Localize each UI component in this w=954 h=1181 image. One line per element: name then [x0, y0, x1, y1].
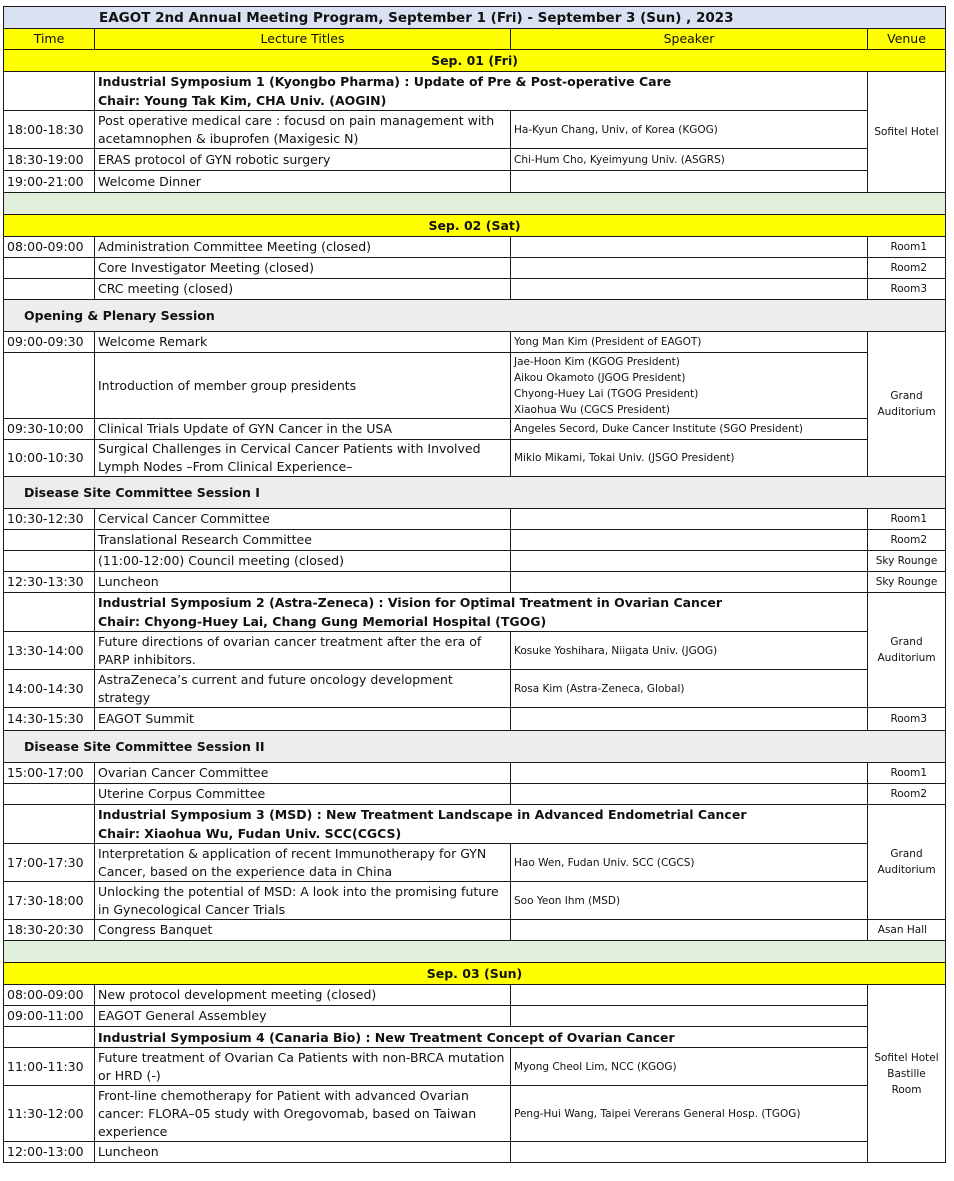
table-row — [4, 1086, 946, 1142]
table-row — [4, 670, 946, 708]
time-cell: 19:00-21:00 — [4, 171, 95, 193]
table-row — [4, 593, 946, 632]
program-table — [3, 6, 946, 1163]
time-cell: 11:30-12:00 — [4, 1086, 95, 1142]
table-row — [4, 1048, 946, 1086]
symposium-4: Industrial Symposium 4 (Canaria Bio) : New Treatment Concept of Ovarian Cancer — [95, 1027, 868, 1048]
day-header-sep03: Sep. 03 (Sun) — [4, 963, 946, 985]
header-lecture: Lecture Titles — [95, 29, 511, 50]
lecture-title: EAGOT Summit — [95, 708, 511, 731]
lecture-title: Ovarian Cancer Committee — [95, 763, 511, 784]
session-header: Opening & Plenary Session — [4, 300, 946, 332]
table-row — [4, 920, 946, 941]
lecture-title: Congress Banquet — [95, 920, 511, 941]
table-row — [4, 111, 946, 149]
symposium-chair: Chair: Young Tak Kim, CHA Univ. (AOGIN) — [98, 93, 387, 108]
symposium-title: Industrial Symposium 1 (Kyongbo Pharma) : Update of Pre & Post-operative Care — [98, 74, 672, 89]
venue-cell: Grand Auditorium — [868, 593, 946, 708]
venue-cell: Room3 — [868, 708, 946, 731]
venue-cell: Sofitel Hotel — [868, 72, 946, 193]
lecture-title: Post operative medical care : focusd on pain management with acetamnophen & ibuprofen (Maxigesic N) — [95, 111, 511, 149]
venue-cell: Sky Rounge — [868, 572, 946, 593]
time-cell: 13:30-14:00 — [4, 632, 95, 670]
table-row — [4, 632, 946, 670]
table-row — [4, 1027, 946, 1048]
lecture-title: Translational Research Committee — [95, 530, 511, 551]
time-cell: 11:00-11:30 — [4, 1048, 95, 1086]
table-row — [4, 844, 946, 882]
lecture-title: EAGOT General Assembley — [95, 1006, 511, 1027]
day-separator — [4, 941, 946, 963]
table-row — [4, 332, 946, 353]
table-row — [4, 1142, 946, 1163]
symposium-title: Industrial Symposium 3 (MSD) : New Treatment Landscape in Advanced Endometrial Cancer — [98, 807, 747, 822]
lecture-title: Welcome Dinner — [95, 171, 511, 193]
lecture-title: Introduction of member group presidents — [95, 353, 511, 419]
venue-cell: Room2 — [868, 784, 946, 805]
time-cell: 14:00-14:30 — [4, 670, 95, 708]
speaker-cell: Rosa Kim (Astra-Zeneca, Global) — [511, 670, 868, 708]
speaker-cell: Ha-Kyun Chang, Univ, of Korea (KGOG) — [511, 111, 868, 149]
table-row — [4, 1006, 946, 1027]
lecture-title: Uterine Corpus Committee — [95, 784, 511, 805]
program-title: EAGOT 2nd Annual Meeting Program, September 1 (Fri) - September 3 (Sun) , 2023 — [4, 7, 946, 29]
day-header-sep01: Sep. 01 (Fri) — [4, 50, 946, 72]
lecture-title: Interpretation & application of recent Immunotherapy for GYN Cancer, based on the experience data in China — [95, 844, 511, 882]
time-cell: 18:30-20:30 — [4, 920, 95, 941]
time-cell: 08:00-09:00 — [4, 237, 95, 258]
speaker-cell: Angeles Secord, Duke Cancer Institute (SGO President) — [511, 419, 868, 440]
venue-cell: Room1 — [868, 763, 946, 784]
table-row — [4, 149, 946, 171]
lecture-title: (11:00-12:00) Council meeting (closed) — [95, 551, 511, 572]
table-row — [4, 353, 946, 419]
time-cell: 10:30-12:30 — [4, 509, 95, 530]
speaker-name: Chyong-Huey Lai (TGOG President) — [514, 387, 699, 400]
lecture-title: Welcome Remark — [95, 332, 511, 353]
speaker-cell — [511, 353, 868, 419]
symposium-1 — [95, 72, 868, 111]
lecture-title: New protocol development meeting (closed) — [95, 985, 511, 1006]
venue-cell: Grand Auditorium — [868, 805, 946, 920]
header-venue: Venue — [868, 29, 946, 50]
lecture-title: Luncheon — [95, 1142, 511, 1163]
table-row — [4, 530, 946, 551]
table-row — [4, 784, 946, 805]
venue-cell: Sky Rounge — [868, 551, 946, 572]
symposium-title: Industrial Symposium 2 (Astra-Zeneca) : Vision for Optimal Treatment in Ovarian Cancer — [98, 595, 723, 610]
venue-cell: Room3 — [868, 279, 946, 300]
venue-cell: Sofitel Hotel Bastille Room — [868, 985, 946, 1163]
speaker-name: Jae-Hoon Kim (KGOG President) — [514, 355, 680, 368]
table-row — [4, 419, 946, 440]
symposium-chair: Chair: Xiaohua Wu, Fudan Univ. SCC(CGCS) — [98, 826, 402, 841]
speaker-name: Xiaohua Wu (CGCS President) — [514, 403, 671, 416]
table-row — [4, 72, 946, 111]
speaker-cell: Kosuke Yoshihara, Niigata Univ. (JGOG) — [511, 632, 868, 670]
header-time: Time — [4, 29, 95, 50]
table-row — [4, 258, 946, 279]
venue-cell: Room1 — [868, 509, 946, 530]
time-cell: 12:00-13:00 — [4, 1142, 95, 1163]
lecture-title: ERAS protocol of GYN robotic surgery — [95, 149, 511, 171]
time-cell: 18:30-19:00 — [4, 149, 95, 171]
time-cell: 08:00-09:00 — [4, 985, 95, 1006]
lecture-title: Surgical Challenges in Cervical Cancer Patients with Involved Lymph Nodes –From Clinical Experience– — [95, 440, 511, 477]
table-row — [4, 237, 946, 258]
speaker-cell: Chi-Hum Cho, Kyeimyung Univ. (ASGRS) — [511, 149, 868, 171]
lecture-title: Unlocking the potential of MSD: A look into the promising future in Gynecological Cancer Trials — [95, 882, 511, 920]
table-row — [4, 805, 946, 844]
session-header: Disease Site Committee Session I — [4, 477, 946, 509]
lecture-title: Future directions of ovarian cancer treatment after the era of PARP inhibitors. — [95, 632, 511, 670]
day-header-sep02: Sep. 02 (Sat) — [4, 215, 946, 237]
time-cell: 09:30-10:00 — [4, 419, 95, 440]
table-row — [4, 440, 946, 477]
lecture-title: Future treatment of Ovarian Ca Patients with non-BRCA mutation or HRD (-) — [95, 1048, 511, 1086]
lecture-title: Administration Committee Meeting (closed) — [95, 237, 511, 258]
venue-cell: Room2 — [868, 530, 946, 551]
venue-cell: Grand Auditorium — [868, 332, 946, 477]
time-cell: 09:00-11:00 — [4, 1006, 95, 1027]
time-cell: 17:30-18:00 — [4, 882, 95, 920]
lecture-title: Cervical Cancer Committee — [95, 509, 511, 530]
table-row — [4, 572, 946, 593]
venue-cell: Room1 — [868, 237, 946, 258]
table-row — [4, 763, 946, 784]
time-cell: 10:00-10:30 — [4, 440, 95, 477]
time-cell: 12:30-13:30 — [4, 572, 95, 593]
session-header: Disease Site Committee Session II — [4, 731, 946, 763]
time-cell: 14:30-15:30 — [4, 708, 95, 731]
time-cell: 18:00-18:30 — [4, 111, 95, 149]
speaker-cell: Hao Wen, Fudan Univ. SCC (CGCS) — [511, 844, 868, 882]
speaker-cell: Peng-Hui Wang, Taipei Vererans General Hosp. (TGOG) — [511, 1086, 868, 1142]
speaker-cell: Soo Yeon Ihm (MSD) — [511, 882, 868, 920]
table-row — [4, 509, 946, 530]
venue-cell: Asan Hall — [868, 920, 946, 941]
time-cell: 17:00-17:30 — [4, 844, 95, 882]
time-cell: 15:00-17:00 — [4, 763, 95, 784]
speaker-cell — [511, 171, 868, 193]
speaker-cell: Yong Man Kim (President of EAGOT) — [511, 332, 868, 353]
lecture-title: Clinical Trials Update of GYN Cancer in the USA — [95, 419, 511, 440]
lecture-title: Core Investigator Meeting (closed) — [95, 258, 511, 279]
header-speaker: Speaker — [511, 29, 868, 50]
speaker-cell: Mikio Mikami, Tokai Univ. (JSGO President) — [511, 440, 868, 477]
table-row — [4, 985, 946, 1006]
table-row — [4, 882, 946, 920]
day-separator — [4, 193, 946, 215]
speaker-name: Aikou Okamoto (JGOG President) — [514, 371, 686, 384]
table-row — [4, 708, 946, 731]
lecture-title: CRC meeting (closed) — [95, 279, 511, 300]
table-row — [4, 171, 946, 193]
lecture-title: Front-line chemotherapy for Patient with advanced Ovarian cancer: FLORA–05 study with Oregovomab, based on Taiwan experience — [95, 1086, 511, 1142]
symposium-2 — [95, 593, 868, 632]
lecture-title: Luncheon — [95, 572, 511, 593]
table-row — [4, 279, 946, 300]
lecture-title: AstraZeneca’s current and future oncology development strategy — [95, 670, 511, 708]
symposium-chair: Chair: Chyong-Huey Lai, Chang Gung Memorial Hospital (TGOG) — [98, 614, 547, 629]
table-row — [4, 551, 946, 572]
speaker-cell: Myong Cheol Lim, NCC (KGOG) — [511, 1048, 868, 1086]
venue-cell: Room2 — [868, 258, 946, 279]
time-cell: 09:00-09:30 — [4, 332, 95, 353]
symposium-3 — [95, 805, 868, 844]
